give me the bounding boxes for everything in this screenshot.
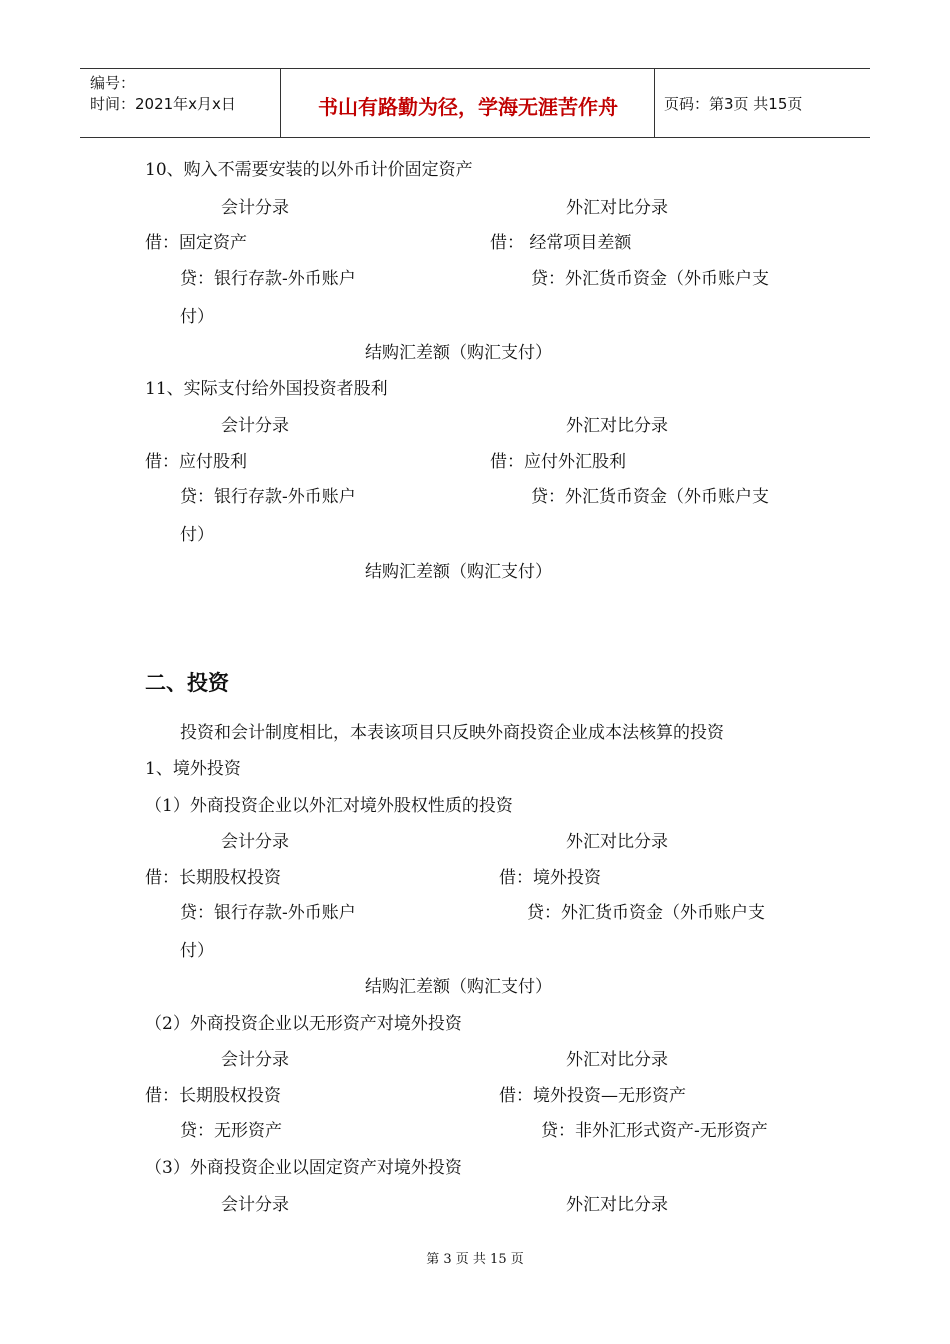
fx-credit-second: 结购汇差额（购汇支付）	[365, 343, 552, 363]
item-10-title: 10、购入不需要安装的以外币计价固定资产	[145, 160, 473, 180]
accounting-credit: 贷：银行存款-外币账户	[180, 487, 356, 507]
header-number-label: 编号：	[90, 74, 136, 92]
accounting-debit: 借：固定资产	[145, 233, 247, 253]
fx-debit: 借：境外投资	[499, 868, 601, 888]
header-page-info: 页码：第3页 共15页	[664, 95, 803, 113]
fx-debit: 借：境外投资—无形资产	[499, 1086, 686, 1106]
fx-entry-heading: 外汇对比分录	[566, 416, 668, 436]
fx-debit: 借：应付外汇股利	[490, 452, 626, 472]
header-divider	[280, 69, 281, 137]
subsection-title: 1、境外投资	[145, 759, 241, 779]
fx-credit-wrap: 付）	[180, 307, 214, 327]
section-intro: 投资和会计制度相比，本表该项目只反映外商投资企业成本法核算的投资	[180, 723, 724, 743]
fx-credit-wrap: 付）	[180, 525, 214, 545]
header-meta	[90, 73, 236, 115]
fx-credit-second: 结购汇差额（购汇支付）	[365, 562, 552, 582]
fx-entry-heading: 外汇对比分录	[566, 1050, 668, 1070]
accounting-entry-heading: 会计分录	[221, 1195, 289, 1215]
header-motto: 书山有路勤为径，学海无涯苦作舟	[318, 95, 618, 119]
accounting-credit: 贷：无形资产	[180, 1121, 282, 1141]
accounting-credit: 贷：银行存款-外币账户	[180, 903, 356, 923]
paragraph-3-title: （3）外商投资企业以固定资产对境外投资	[145, 1158, 462, 1178]
fx-entry-heading: 外汇对比分录	[566, 1195, 668, 1215]
accounting-entry-heading: 会计分录	[221, 198, 289, 218]
header-divider	[654, 69, 655, 137]
item-11-title: 11、实际支付给外国投资者股利	[145, 379, 388, 399]
accounting-entry-heading: 会计分录	[221, 832, 289, 852]
page-footer: 第 3 页 共 15 页	[426, 1252, 524, 1267]
section-heading: 二、投资	[145, 671, 229, 695]
accounting-entry-heading: 会计分录	[221, 1050, 289, 1070]
accounting-debit: 借：应付股利	[145, 452, 247, 472]
accounting-debit: 借：长期股权投资	[145, 1086, 281, 1106]
accounting-credit: 贷：银行存款-外币账户	[180, 269, 356, 289]
fx-credit-wrap: 付）	[180, 941, 214, 961]
fx-credit: 贷：外汇货币资金（外币账户支	[531, 487, 769, 507]
accounting-debit: 借：长期股权投资	[145, 868, 281, 888]
paragraph-1-title: （1）外商投资企业以外汇对境外股权性质的投资	[145, 796, 513, 816]
fx-entry-heading: 外汇对比分录	[566, 832, 668, 852]
fx-credit: 贷：非外汇形式资产-无形资产	[541, 1121, 768, 1141]
accounting-entry-heading: 会计分录	[221, 416, 289, 436]
paragraph-2-title: （2）外商投资企业以无形资产对境外投资	[145, 1014, 462, 1034]
fx-debit: 借： 经常项目差额	[490, 233, 632, 253]
fx-credit-second: 结购汇差额（购汇支付）	[365, 977, 552, 997]
header-date: 时间：2021年x月x日	[90, 95, 236, 113]
fx-entry-heading: 外汇对比分录	[566, 198, 668, 218]
page-header	[80, 68, 870, 138]
fx-credit: 贷：外汇货币资金（外币账户支	[531, 269, 769, 289]
fx-credit: 贷：外汇货币资金（外币账户支	[527, 903, 765, 923]
